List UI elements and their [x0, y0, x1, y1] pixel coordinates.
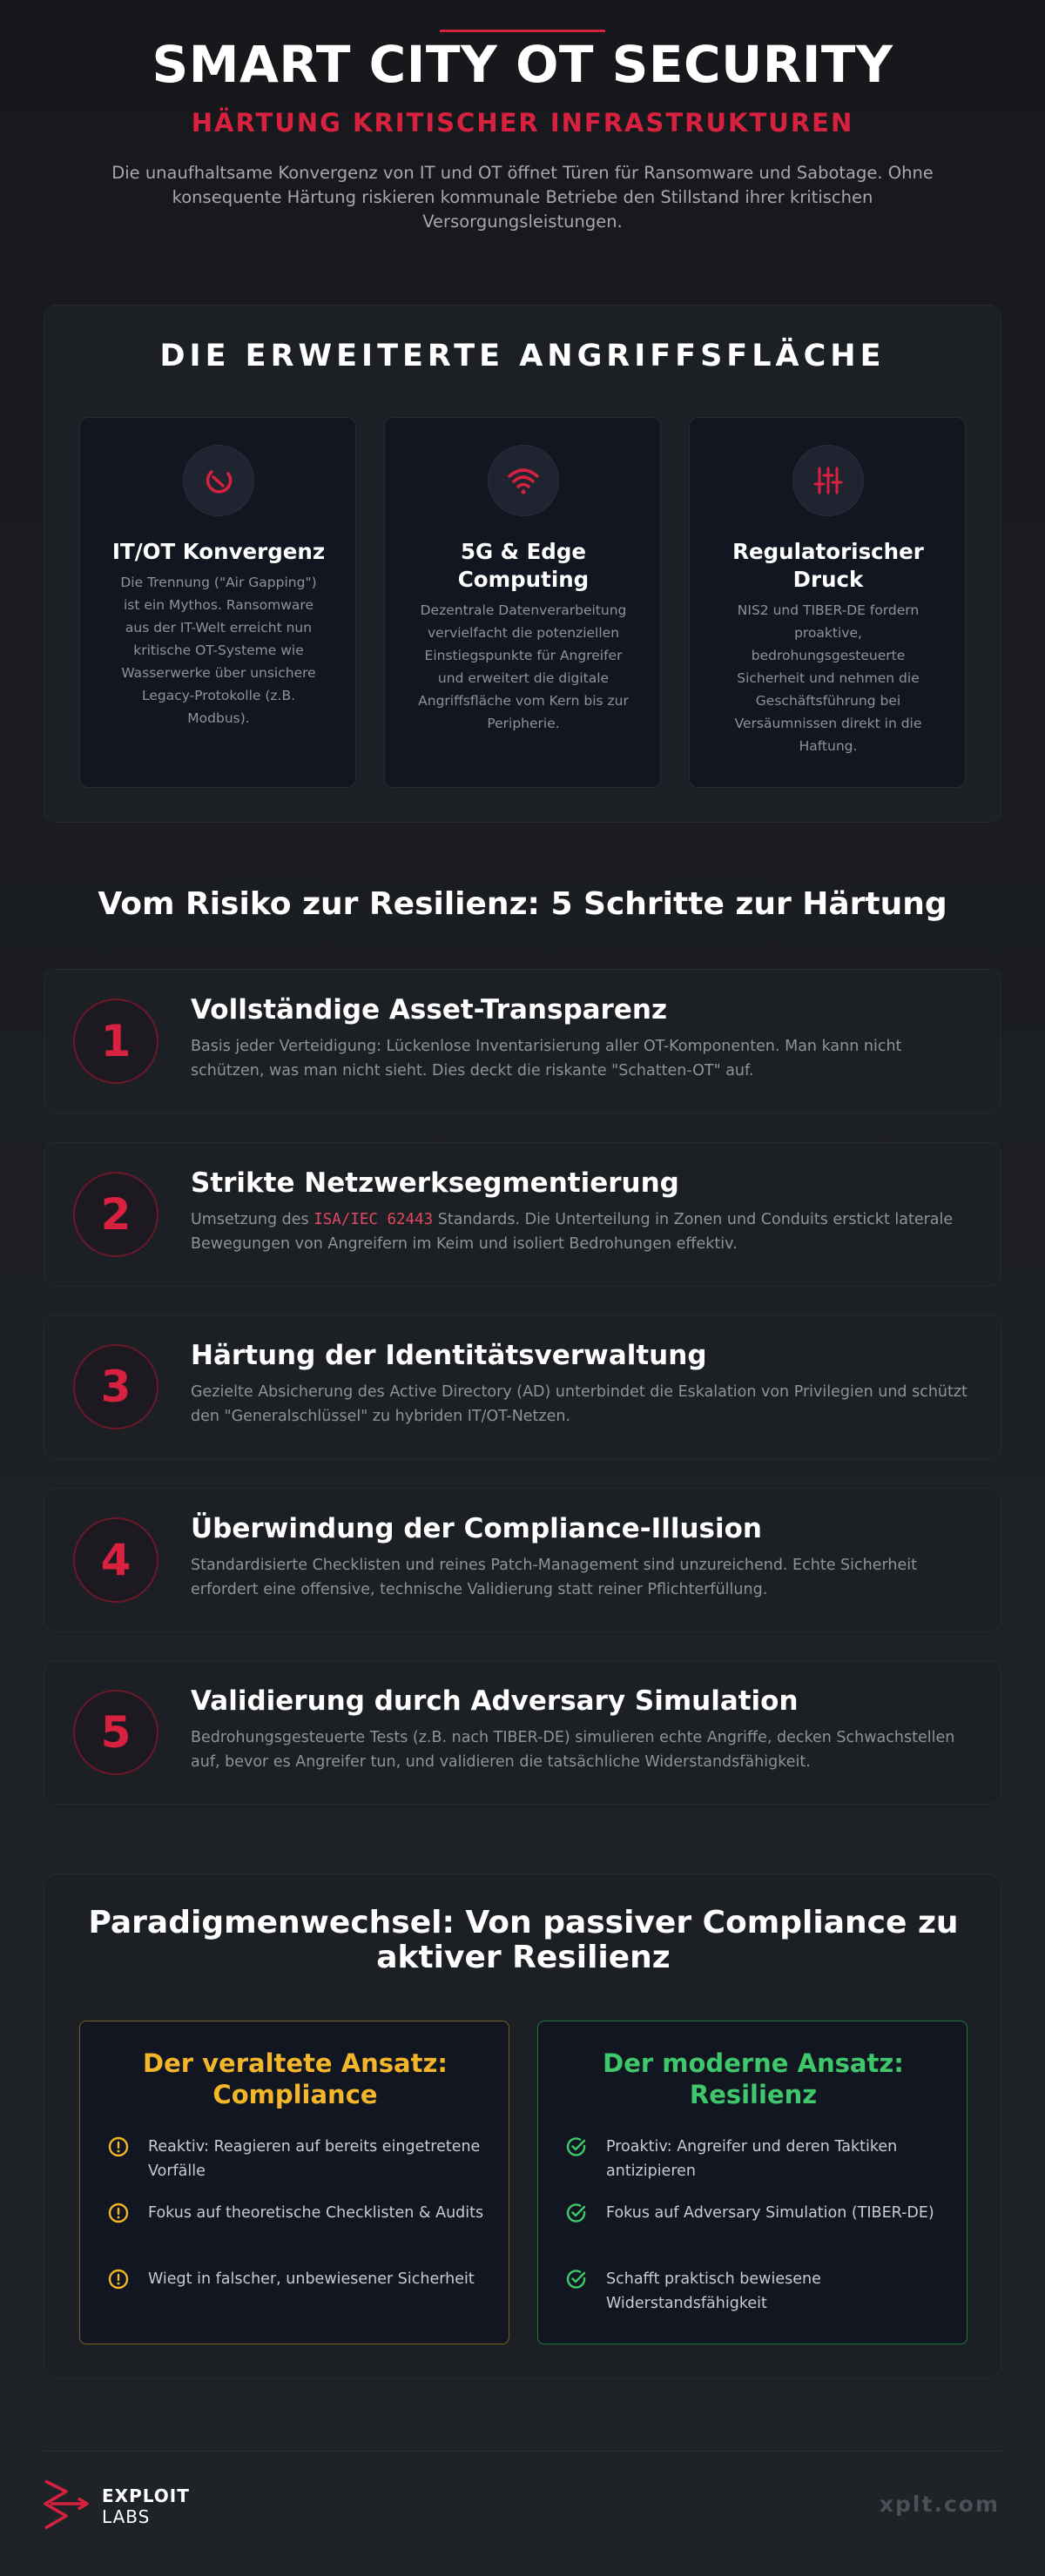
attack-surface-title: DIE ERWEITERTE ANGRIFFSFLÄCHE: [159, 339, 886, 373]
step-title: Strikte Netzwerksegmentierung: [191, 1167, 679, 1199]
old-approach-title: Der veraltete Ansatz: Compliance: [143, 2048, 448, 2109]
check-circle-icon: [566, 2136, 587, 2157]
step-number: 1: [73, 999, 158, 1084]
step-5: [44, 1660, 1001, 1805]
step-number: 2: [73, 1172, 158, 1257]
paradigm-title: Paradigmenwechsel: Von passiver Compliance zu aktiver Resilienz: [88, 1905, 959, 1975]
step-number: 5: [73, 1690, 158, 1775]
step-title: Vollständige Asset-Transparenz: [191, 994, 667, 1026]
step-text: Gezielte Absicherung des Active Directory (AD) unterbindet die Eskalation von Privilegien und schützt den "Generalschlüssel" zu hybriden IT/OT-Netzen.: [191, 1383, 967, 1425]
logo-line-2: LABS: [102, 2506, 151, 2527]
logo-line-1: EXPLOIT: [102, 2485, 190, 2506]
step-text: Bedrohungsgesteuerte Tests (z.B. nach TIBER-DE) simulieren echte Angriffe, decken Schwachstellen auf, bevor es Angreifer tun, und validieren die tatsächliche Widerstandsfähigkeit.: [191, 1729, 955, 1771]
exploit-labs-logo-icon: [42, 2478, 92, 2532]
check-circle-icon: [566, 2269, 587, 2290]
step-number: 3: [73, 1344, 158, 1429]
card-title: Regulatorischer Druck: [732, 539, 924, 592]
card-text: NIS2 und TIBER-DE fordern proaktive, bedrohungsgesteuerte Sicherheit und nehmen die Geschäftsführung bei Versäumnissen direkt in die Haftung.: [734, 602, 922, 754]
step-text: Basis jeder Verteidigung: Lückenlose Inventarisierung aller OT-Komponenten. Man kann nicht schützen, was man nicht sieht. Dies deckt die riskante "Schatten-OT" auf.: [191, 1038, 902, 1079]
sliders-icon: [792, 445, 864, 516]
standard-code: ISA/IEC 62443: [314, 1211, 434, 1228]
list-item-text: Wiegt in falscher, unbewiesener Sicherheit: [148, 2270, 475, 2288]
step-number: 4: [73, 1517, 158, 1603]
list-item-text: Reaktiv: Reagieren auf bereits eingetretene Vorfälle: [148, 2138, 481, 2180]
step-1: [44, 969, 1001, 1113]
step-text: [191, 1207, 974, 1256]
step-title: Überwindung der Compliance-Illusion: [191, 1513, 762, 1544]
card-5g-edge: [384, 417, 661, 788]
step-text-after: Standards. Die Unterteilung in Zonen und Conduits erstickt laterale Bewegungen von Angreifern im Keim und isoliert Bedrohungen effektiv.: [191, 1211, 954, 1253]
step-4: [44, 1488, 1001, 1632]
page-title: SMART CITY OT SECURITY: [152, 35, 893, 94]
check-circle-icon: [566, 2203, 587, 2223]
new-approach-box: [537, 2021, 967, 2344]
paradigm-panel: [44, 1873, 1001, 2378]
step-3: [44, 1315, 1001, 1459]
step-text: Standardisierte Checklisten und reines Patch-Management sind unzureichend. Echte Sicherheit erfordert eine offensive, technische Validierung statt reiner Pflichterfüllung.: [191, 1557, 917, 1598]
card-it-ot-convergence: [79, 417, 356, 788]
card-title: IT/OT Konvergenz: [111, 539, 326, 564]
warning-circle-icon: [108, 2269, 129, 2290]
old-approach-box: [79, 2021, 509, 2344]
steps-section-title: Vom Risiko zur Resilienz: 5 Schritte zur Härtung: [98, 886, 947, 922]
list-item-text: Fokus auf theoretische Checklisten & Audits: [148, 2204, 484, 2222]
card-text: Die Trennung ("Air Gapping") ist ein Mythos. Ransomware aus der IT-Welt erreicht nun kritische OT-Systeme wie Wasserwerke über unsichere Legacy-Protokolle (z.B. Modbus).: [120, 575, 317, 726]
wifi-icon: [488, 445, 559, 516]
footer-logo-text: [102, 2485, 190, 2527]
list-item-text: Proaktiv: Angreifer und deren Taktiken antizipieren: [606, 2138, 898, 2180]
intro-text: Die unaufhaltsame Konvergenz von IT und OT öffnet Türen für Ransomware und Sabotage. Ohne konsequente Härtung riskieren kommunale Betriebe den Stillstand ihrer kritischen Versorgungsleistungen.: [111, 163, 934, 232]
new-approach-title: Der moderne Ansatz: Resilienz: [603, 2048, 904, 2109]
step-title: Härtung der Identitätsverwaltung: [191, 1340, 707, 1371]
attack-surface-panel: [44, 305, 1001, 823]
page-subtitle: HÄRTUNG KRITISCHER INFRASTRUKTUREN: [191, 108, 854, 138]
gauge-icon: [183, 445, 254, 516]
card-text: Dezentrale Datenverarbeitung vervielfacht die potenziellen Einstiegspunkte für Angreifer und erweitert die digitale Angriffsfläche vom Kern bis zur Peripherie.: [418, 602, 629, 731]
step-title: Validierung durch Adversary Simulation: [191, 1685, 799, 1717]
list-item-text: Fokus auf Adversary Simulation (TIBER-DE): [606, 2204, 934, 2222]
title-accent-line: [440, 30, 605, 32]
step-2: [44, 1142, 1001, 1287]
card-title: 5G & Edge Computing: [457, 539, 590, 592]
warning-circle-icon: [108, 2136, 129, 2157]
list-item-text: Schafft praktisch bewiesene Widerstandsfähigkeit: [606, 2270, 821, 2312]
step-text-before: Umsetzung des: [191, 1211, 314, 1228]
footer-url[interactable]: xplt.com: [879, 2492, 1000, 2517]
warning-circle-icon: [108, 2203, 129, 2223]
card-regulatory-pressure: [689, 417, 966, 788]
footer-divider: [44, 2451, 1001, 2452]
